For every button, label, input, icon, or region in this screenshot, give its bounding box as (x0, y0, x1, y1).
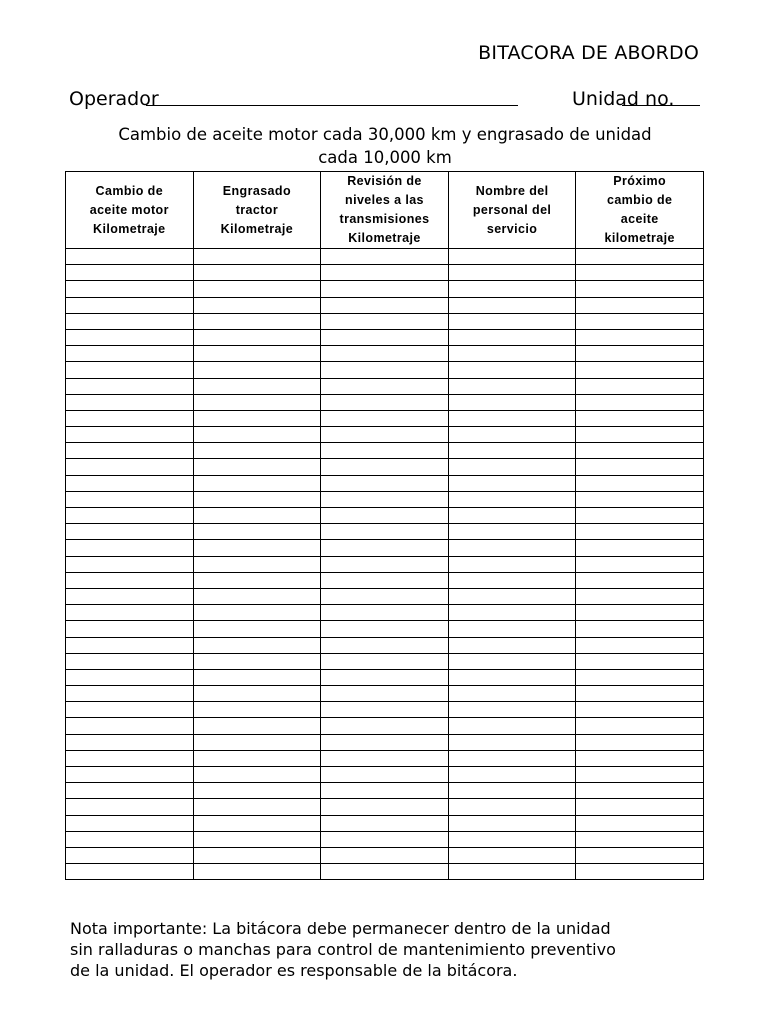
table-cell[interactable] (321, 718, 449, 734)
table-cell[interactable] (193, 847, 321, 863)
table-cell[interactable] (66, 281, 194, 297)
table-row (66, 378, 704, 394)
table-cell[interactable] (448, 686, 576, 702)
table-cell[interactable] (321, 524, 449, 540)
operator-field[interactable] (146, 105, 518, 106)
table-cell[interactable] (321, 637, 449, 653)
table-cell[interactable] (66, 249, 194, 265)
table-cell[interactable] (66, 702, 194, 718)
table-cell[interactable] (321, 783, 449, 799)
column-header-line: Cambio de (95, 183, 164, 198)
table-cell[interactable] (66, 669, 194, 685)
important-note (70, 918, 710, 981)
table-cell[interactable] (66, 491, 194, 507)
unit-field[interactable] (622, 105, 700, 106)
table-cell[interactable] (448, 669, 576, 685)
table-row (66, 249, 704, 265)
table-cell[interactable] (193, 491, 321, 507)
table-cell[interactable] (321, 847, 449, 863)
table-cell[interactable] (448, 329, 576, 345)
table-cell[interactable] (66, 799, 194, 815)
table-cell[interactable] (448, 702, 576, 718)
table-cell[interactable] (448, 653, 576, 669)
table-row (66, 459, 704, 475)
table-cell[interactable] (576, 508, 704, 524)
table-row (66, 540, 704, 556)
table-cell[interactable] (66, 847, 194, 863)
table-row (66, 734, 704, 750)
table-cell[interactable] (193, 653, 321, 669)
table-cell[interactable] (321, 394, 449, 410)
table-cell[interactable] (66, 750, 194, 766)
table-cell[interactable] (193, 249, 321, 265)
table-cell[interactable] (448, 313, 576, 329)
table-cell[interactable] (448, 783, 576, 799)
table-cell[interactable] (321, 329, 449, 345)
table-row (66, 718, 704, 734)
table-cell[interactable] (193, 265, 321, 281)
table-cell[interactable] (321, 427, 449, 443)
table-row (66, 669, 704, 685)
table-cell[interactable] (193, 378, 321, 394)
table-cell[interactable] (321, 378, 449, 394)
table-cell[interactable] (321, 815, 449, 831)
table-cell[interactable] (448, 410, 576, 426)
table-cell[interactable] (321, 540, 449, 556)
table-row (66, 281, 704, 297)
table-cell[interactable] (193, 362, 321, 378)
column-header (448, 172, 576, 249)
table-cell[interactable] (576, 297, 704, 313)
table-cell[interactable] (193, 475, 321, 491)
table-cell[interactable] (448, 524, 576, 540)
table-cell[interactable] (321, 265, 449, 281)
table-row (66, 621, 704, 637)
table-cell[interactable] (66, 265, 194, 281)
table-row (66, 799, 704, 815)
column-header-line: Próximo (613, 174, 667, 188)
table-row (66, 686, 704, 702)
table-row (66, 831, 704, 847)
table-body (66, 249, 704, 880)
table-cell[interactable] (66, 427, 194, 443)
table-cell[interactable] (193, 718, 321, 734)
table-cell[interactable] (576, 718, 704, 734)
column-header-line: Kilometraje (93, 221, 166, 236)
table-cell[interactable] (576, 378, 704, 394)
table-row (66, 475, 704, 491)
table-cell[interactable] (66, 362, 194, 378)
table-cell[interactable] (321, 686, 449, 702)
table-row (66, 346, 704, 362)
table-cell[interactable] (193, 686, 321, 702)
table-cell[interactable] (193, 572, 321, 588)
table-cell[interactable] (193, 831, 321, 847)
column-header (193, 172, 321, 249)
table-cell[interactable] (321, 702, 449, 718)
column-header-line: aceite motor (89, 202, 169, 217)
note-line: Nota importante: La bitácora debe permanecer dentro de la unidad (70, 919, 611, 938)
table-cell[interactable] (321, 588, 449, 604)
table-cell[interactable] (66, 329, 194, 345)
table-cell[interactable] (66, 475, 194, 491)
table-cell[interactable] (193, 394, 321, 410)
column-header-line: transmisiones (339, 212, 430, 226)
table-cell[interactable] (448, 394, 576, 410)
table-cell[interactable] (321, 750, 449, 766)
table-cell[interactable] (576, 329, 704, 345)
table-cell[interactable] (448, 346, 576, 362)
table-cell[interactable] (193, 346, 321, 362)
table-cell[interactable] (321, 475, 449, 491)
table-cell[interactable] (321, 410, 449, 426)
table-cell[interactable] (448, 734, 576, 750)
table-cell[interactable] (66, 459, 194, 475)
table-cell[interactable] (321, 443, 449, 459)
table-cell[interactable] (321, 508, 449, 524)
table-cell[interactable] (448, 815, 576, 831)
table-cell[interactable] (576, 443, 704, 459)
table-cell[interactable] (576, 750, 704, 766)
page-title: BITACORA DE ABORDO (478, 42, 699, 64)
table-cell[interactable] (193, 281, 321, 297)
table-cell[interactable] (193, 524, 321, 540)
table-cell[interactable] (321, 459, 449, 475)
subtitle (66, 123, 704, 169)
column-header-line: Engrasado (222, 183, 291, 198)
table-row (66, 491, 704, 507)
table-row (66, 605, 704, 621)
table-cell[interactable] (193, 799, 321, 815)
table-cell[interactable] (576, 427, 704, 443)
table-row (66, 394, 704, 410)
table-cell[interactable] (576, 281, 704, 297)
table-cell[interactable] (576, 491, 704, 507)
table-cell[interactable] (448, 847, 576, 863)
table-cell[interactable] (66, 524, 194, 540)
table-row (66, 572, 704, 588)
table-cell[interactable] (448, 249, 576, 265)
table-cell[interactable] (576, 572, 704, 588)
table-cell[interactable] (576, 362, 704, 378)
table-cell[interactable] (448, 281, 576, 297)
table-cell[interactable] (448, 718, 576, 734)
table-cell[interactable] (576, 815, 704, 831)
table-cell[interactable] (66, 783, 194, 799)
column-header-line: personal del (472, 202, 552, 217)
table-cell[interactable] (66, 410, 194, 426)
table-row (66, 750, 704, 766)
table-cell[interactable] (321, 734, 449, 750)
table-cell[interactable] (321, 281, 449, 297)
table-cell[interactable] (321, 297, 449, 313)
column-header (576, 172, 704, 249)
table-cell[interactable] (193, 427, 321, 443)
table-cell[interactable] (193, 329, 321, 345)
column-header-line: tractor (235, 202, 279, 217)
table-cell[interactable] (193, 540, 321, 556)
table-cell[interactable] (193, 313, 321, 329)
column-header-line: Nombre del (475, 183, 549, 198)
table-cell[interactable] (321, 799, 449, 815)
table-row (66, 637, 704, 653)
table-row (66, 815, 704, 831)
table-cell[interactable] (448, 475, 576, 491)
table-cell[interactable] (321, 346, 449, 362)
table-cell[interactable] (66, 815, 194, 831)
table-cell[interactable] (576, 831, 704, 847)
table-cell[interactable] (193, 508, 321, 524)
table-cell[interactable] (576, 686, 704, 702)
table-cell[interactable] (66, 346, 194, 362)
table-row (66, 443, 704, 459)
table-cell[interactable] (576, 588, 704, 604)
subtitle-line: Cambio de aceite motor cada 30,000 km y engrasado de unidad (118, 125, 652, 144)
maintenance-log-table (65, 171, 704, 880)
table-cell[interactable] (448, 637, 576, 653)
table-row (66, 588, 704, 604)
table-cell[interactable] (321, 362, 449, 378)
table-row (66, 427, 704, 443)
table-cell[interactable] (66, 508, 194, 524)
table-cell[interactable] (576, 799, 704, 815)
table-cell[interactable] (66, 831, 194, 847)
table-cell[interactable] (448, 459, 576, 475)
table-cell[interactable] (66, 540, 194, 556)
subtitle-line: cada 10,000 km (318, 148, 452, 167)
table-cell[interactable] (193, 864, 321, 880)
table-cell[interactable] (66, 767, 194, 783)
table-cell[interactable] (66, 572, 194, 588)
table-row (66, 410, 704, 426)
table-cell[interactable] (193, 459, 321, 475)
table-cell[interactable] (321, 767, 449, 783)
table-cell[interactable] (66, 734, 194, 750)
table-cell[interactable] (193, 750, 321, 766)
table-cell[interactable] (321, 572, 449, 588)
table-cell[interactable] (66, 443, 194, 459)
table-cell[interactable] (576, 313, 704, 329)
table-cell[interactable] (576, 734, 704, 750)
table-cell[interactable] (576, 459, 704, 475)
table-row (66, 556, 704, 572)
table-cell[interactable] (448, 621, 576, 637)
table-row (66, 864, 704, 880)
table-cell[interactable] (448, 588, 576, 604)
table-row (66, 783, 704, 799)
table-cell[interactable] (448, 572, 576, 588)
table-cell[interactable] (193, 410, 321, 426)
table-cell[interactable] (448, 864, 576, 880)
table-cell[interactable] (576, 783, 704, 799)
table-cell[interactable] (576, 702, 704, 718)
table-row (66, 524, 704, 540)
table-cell[interactable] (576, 767, 704, 783)
table-cell[interactable] (448, 508, 576, 524)
column-header-line: aceite (620, 212, 659, 226)
table-cell[interactable] (321, 669, 449, 685)
table-cell[interactable] (193, 669, 321, 685)
table-row (66, 847, 704, 863)
table-cell[interactable] (576, 605, 704, 621)
table-cell[interactable] (576, 653, 704, 669)
table-cell[interactable] (576, 540, 704, 556)
table-cell[interactable] (576, 524, 704, 540)
note-line: de la unidad. El operador es responsable de la bitácora. (70, 961, 518, 980)
table-cell[interactable] (66, 718, 194, 734)
table-cell[interactable] (576, 394, 704, 410)
table-header-row (66, 172, 704, 249)
table-cell[interactable] (448, 799, 576, 815)
column-header-line: niveles a las (345, 193, 424, 207)
table-cell[interactable] (193, 605, 321, 621)
table-cell[interactable] (321, 556, 449, 572)
table-cell[interactable] (66, 605, 194, 621)
table-row (66, 508, 704, 524)
operator-label: Operador (69, 88, 159, 110)
note-line: sin ralladuras o manchas para control de mantenimiento preventivo (70, 940, 616, 959)
table-cell[interactable] (321, 864, 449, 880)
table-cell[interactable] (448, 443, 576, 459)
table-cell[interactable] (66, 637, 194, 653)
table-cell[interactable] (576, 669, 704, 685)
table-row (66, 702, 704, 718)
table-cell[interactable] (448, 750, 576, 766)
table-cell[interactable] (448, 767, 576, 783)
column-header-line: servicio (486, 221, 538, 236)
table-cell[interactable] (66, 313, 194, 329)
table-row (66, 653, 704, 669)
table-cell[interactable] (193, 734, 321, 750)
table-cell[interactable] (448, 265, 576, 281)
table-cell[interactable] (448, 556, 576, 572)
table-cell[interactable] (66, 621, 194, 637)
table-cell[interactable] (576, 346, 704, 362)
table-cell[interactable] (448, 427, 576, 443)
table-cell[interactable] (193, 815, 321, 831)
table-row (66, 265, 704, 281)
table-cell[interactable] (448, 831, 576, 847)
table-cell[interactable] (193, 702, 321, 718)
table-cell[interactable] (448, 362, 576, 378)
table-cell[interactable] (66, 556, 194, 572)
table-cell[interactable] (193, 767, 321, 783)
table-row (66, 313, 704, 329)
table-cell[interactable] (576, 249, 704, 265)
table-cell[interactable] (66, 394, 194, 410)
table-cell[interactable] (66, 653, 194, 669)
table-cell[interactable] (576, 637, 704, 653)
table-cell[interactable] (448, 605, 576, 621)
table-cell[interactable] (321, 491, 449, 507)
table-cell[interactable] (66, 588, 194, 604)
table-cell[interactable] (576, 864, 704, 880)
table-cell[interactable] (576, 410, 704, 426)
table-cell[interactable] (193, 297, 321, 313)
table-cell[interactable] (66, 378, 194, 394)
table-cell[interactable] (448, 297, 576, 313)
column-header (321, 172, 449, 249)
table-cell[interactable] (193, 621, 321, 637)
table-cell[interactable] (448, 378, 576, 394)
table-cell[interactable] (576, 847, 704, 863)
table-cell[interactable] (321, 249, 449, 265)
column-header-line: kilometraje (604, 231, 675, 245)
table-cell[interactable] (66, 864, 194, 880)
column-header-line: Kilometraje (220, 221, 294, 236)
table-cell[interactable] (193, 556, 321, 572)
table-cell[interactable] (321, 313, 449, 329)
table-cell[interactable] (193, 637, 321, 653)
column-header-line: cambio de (606, 193, 673, 207)
table-cell[interactable] (576, 621, 704, 637)
column-header-line: Revisión de (347, 174, 422, 188)
table-cell[interactable] (576, 475, 704, 491)
table-row (66, 297, 704, 313)
table-cell[interactable] (321, 831, 449, 847)
column-header-line: Kilometraje (348, 231, 421, 245)
table-cell[interactable] (448, 540, 576, 556)
table-cell[interactable] (321, 621, 449, 637)
table-cell[interactable] (321, 605, 449, 621)
table-cell[interactable] (193, 783, 321, 799)
table-row (66, 767, 704, 783)
table-row (66, 329, 704, 345)
table-cell[interactable] (576, 265, 704, 281)
table-cell[interactable] (66, 297, 194, 313)
table-cell[interactable] (321, 653, 449, 669)
column-header (66, 172, 194, 249)
table-cell[interactable] (576, 556, 704, 572)
table-cell[interactable] (193, 588, 321, 604)
table-cell[interactable] (448, 491, 576, 507)
table-cell[interactable] (193, 443, 321, 459)
table-row (66, 362, 704, 378)
unit-label: Unidad no. (572, 88, 675, 110)
table-cell[interactable] (66, 686, 194, 702)
